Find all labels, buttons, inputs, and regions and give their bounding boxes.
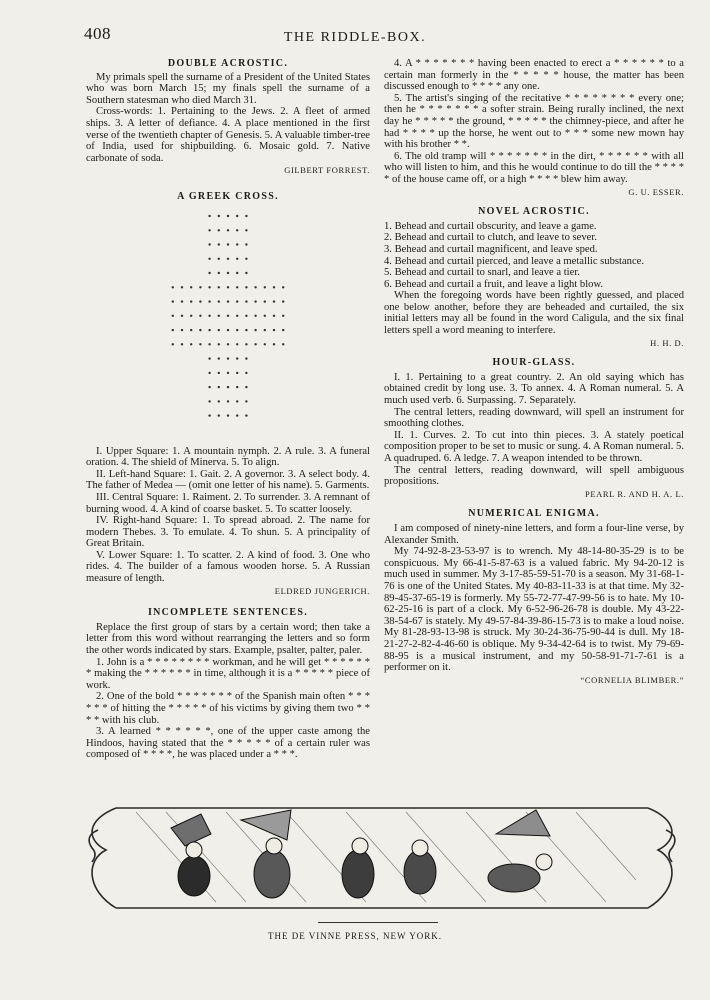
novel-acrostic-line: 2. Behead and curtail to clutch, and leave to sever. [384,232,597,244]
cross-star [208,229,210,231]
cross-star [245,286,247,288]
cross-star [218,271,220,273]
cross-star [208,243,210,245]
cross-star [254,314,256,316]
cross-star [245,229,247,231]
cross-star [181,314,183,316]
cross-star [172,300,174,302]
cross-star [245,314,247,316]
incomplete-sentences-signature: G. U. ESSER. [628,186,684,197]
printer-imprint: THE DE VINNE PRESS, NEW YORK. [267,931,443,941]
cross-star [199,343,201,345]
greek-cross-clue: III. Central Square: 1. Raiment. 2. To surrender. 3. A remnant of burning wood. 4. A kind of coarse basket. 5. To scatter loosely. [86,491,370,515]
cross-star [208,214,210,216]
right-column [384,58,684,686]
cross-star [208,357,210,359]
cross-star [218,243,220,245]
novel-acrostic-line: 3. Behead and curtail magnificent, and leave sped. [384,243,598,255]
cross-star [282,343,284,345]
cross-star [218,300,220,302]
cross-star [227,400,229,402]
greek-cross-clue: V. Lower Square: 1. To scatter. 2. A kind of food. 3. One who rides. 4. The builder of a famous wooden horse. 5. A Russian measure of length. [86,549,370,585]
greek-cross-clues [86,446,370,585]
cross-star [208,385,210,387]
cross-star [208,300,210,302]
cross-star [264,300,266,302]
cross-star [273,286,275,288]
incomplete-sentences-title: INCOMPLETE SENTENCES. [147,607,309,619]
cross-star [227,300,229,302]
greek-cross-clue: IV. Right-hand Square: 1. To spread abroad. 2. The name for modern Thebes. 3. To emulate. 4. To shun. 5. A principality of Great Britain. [86,515,370,550]
cross-star [236,328,238,330]
greek-cross-signature: ELDRED JUNGERICH. [274,585,370,596]
cross-star [236,357,238,359]
incomplete-sentence-item: 4. A * * * * * * * having been enacted to erect a * * * * * * to a certain man formerly in the * * * * * house, the matter has been discussed enough to * * * * any one. [384,58,684,93]
cross-star [190,300,192,302]
cross-star [208,257,210,259]
cross-star [227,257,229,259]
cross-star [172,286,174,288]
cross-star [218,385,220,387]
cross-star [172,343,174,345]
hour-glass-part-two-closing: The central letters, reading downward, will spell ambiguous propositions. [384,464,684,488]
cross-star [245,214,247,216]
cross-star [264,314,266,316]
numerical-enigma-body: My 74-92-8-23-53-97 is to wrench. My 48-14-80-35-29 is to be conspicuous. My 66-41-5-87-63 is a valued fabric. My 94-20-12 is much used in summer. My 3-17-85-59-51-70 is a season. My 31-68-1-76 is one of the United States. My 40-83-11-33 is at that time. My 32-89-45-37-65-19 is formerly. My 55-72-77-47-99-56 is to hate. My 10-62-25-16 is part of a clock. My 6-52-96-26-78 is double. My 43-22-38-54-67 is stately. My 49-57-84-39-86-15-73 is to make a loud noise. My 81-28-93-13-98 is struck. My 30-24-36-75-90-44 is dull. My 18-21-27-2-82-4-46-60 is oblique. My 9-34-42-64 is to twist. My 79-69-88-95 is a musical instrument, and my 50-58-91-71-7-61 is a performer on it. [384,546,684,674]
incomplete-sentence-item: 1. John is a * * * * * * * * workman, and he will get * * * * * * * making the * * * * * * in time, although it is a * * * * * piece of work. [86,656,370,691]
greek-cross-clue: II. Left-hand Square: 1. Gait. 2. A governor. 3. A select body. 4. The father of Medea — (omit one letter of his name). 5. Garments. [86,468,370,492]
cross-star [282,314,284,316]
cross-star [218,414,220,416]
cross-star [208,286,210,288]
cross-star [254,300,256,302]
cross-star [199,300,201,302]
numerical-enigma-signature: “CORNELIA BLIMBER.” [580,674,684,685]
cross-star [236,343,238,345]
cross-star [227,314,229,316]
cross-star [227,286,229,288]
cross-star [218,343,220,345]
cross-star [227,214,229,216]
incomplete-sentence-item: 5. The artist's singing of the recitative * * * * * * * * every one; then he * * * * * * * a softer strain. Being rurally inclined, the next day he * * * * * the ground, * * * * * the chimney-piece, and after he had * * * * up the horse, he went out to * * * some new mown hay with his brother * *. [384,92,684,151]
cross-star [245,357,247,359]
cross-star [236,214,238,216]
hour-glass-signature: PEARL R. AND H. A. L. [585,488,684,499]
cross-star [254,286,256,288]
novel-acrostic-line: 5. Behead and curtail to snarl, and leave a tier. [384,267,580,279]
cross-star [264,286,266,288]
cross-star [199,286,201,288]
cross-star [208,314,210,316]
hour-glass-title: HOUR-GLASS. [492,357,576,369]
cross-star [218,229,220,231]
double-acrostic-intro: My primals spell the surname of a President of the United States who was born March 15; my finals spell the surname of a Southern statesman who died March 31. [86,71,370,106]
novel-acrostic-title: NOVEL ACROSTIC. [478,206,590,218]
cross-star [218,371,220,373]
cross-star [227,357,229,359]
greek-cross-title: A GREEK CROSS. [177,190,279,202]
cross-star [208,371,210,373]
cross-star [227,229,229,231]
cross-star [172,328,174,330]
cross-star [199,314,201,316]
cross-star [208,343,210,345]
cross-star [218,286,220,288]
novel-acrostic-line: 1. Behead and curtail obscurity, and leave a game. [384,220,597,232]
cross-star [227,385,229,387]
cross-star [273,343,275,345]
cross-star [254,328,256,330]
cross-star [236,229,238,231]
running-title: THE RIDDLE-BOX. [283,30,427,45]
cross-star [227,371,229,373]
cross-star [245,328,247,330]
cross-star [254,343,256,345]
greek-cross-star-diagram [168,208,288,440]
cross-star [190,343,192,345]
cross-star [218,214,220,216]
cross-star [236,371,238,373]
cross-star [227,243,229,245]
hour-glass-part-two: II. 1. Curves. 2. To cut into thin pieces. 3. A stately poetical composition proper to be set to music or sung. 4. A Roman numeral. 5. A quadruped. 6. A ledge. 7. A weapon intended to be thrown. [384,429,684,464]
cross-star [236,385,238,387]
cross-star [208,328,210,330]
cross-star [282,300,284,302]
double-acrostic-crosswords: Cross-words: 1. Pertaining to the Jews. 2. A fleet of armed ships. 3. A letter of defiance. 4. A place mentioned in the first verse of the twentieth chapter of Genesis. 5. A valuable timber-tree of India, used for shipbuilding. 6. Mosaic gold. 7. Native carbonate of soda. [86,106,370,164]
imprint-rule [318,922,438,923]
cross-star [208,414,210,416]
cross-star [218,257,220,259]
cross-star [236,243,238,245]
cross-star [208,400,210,402]
hour-glass-part-one: I. 1. Pertaining to a great country. 2. An old saying which has obtained credit by long use. 3. To annex. 4. A Roman numeral. 5. A much used verb. 6. Surpassing. 7. Separately. [384,371,684,407]
cross-star [245,257,247,259]
cross-star [236,257,238,259]
incomplete-sentence-item: 2. One of the bold * * * * * * * of the Spanish main often * * * * * * of hitting the * * * * * of his victims by giving them two * * * * with his club. [86,691,370,726]
cross-star [227,343,229,345]
cross-star [245,300,247,302]
cross-star [245,371,247,373]
cross-star [245,400,247,402]
greek-cross-clue: I. Upper Square: 1. A mountain nymph. 2. A rule. 3. A funeral oration. 4. The shield of Minerva. 5. To align. [86,445,370,469]
cross-star [236,300,238,302]
incomplete-sentences-intro: Replace the first group of stars by a certain word; then take a letter from this word without rearranging the letters and so form the other words indicated by stars. Example, psalter, palter, paler. [86,621,370,657]
decorative-illustration [76,790,688,918]
cross-star [273,300,275,302]
cross-star [190,328,192,330]
cross-star [218,328,220,330]
novel-acrostic-line: 6. Behead and curtail a fruit, and leave a light blow. [384,278,604,290]
cross-star [199,328,201,330]
cross-star [282,328,284,330]
cross-star [236,314,238,316]
page-number: 408 [84,24,111,43]
numerical-enigma-intro: I am composed of ninety-nine letters, and form a four-line verse, by Alexander Smith. [384,522,684,546]
cross-star [181,300,183,302]
novel-acrostic-line: 4. Behead and curtail pierced, and leave a metallic substance. [384,255,645,267]
cross-star [273,314,275,316]
cross-star [282,286,284,288]
cross-star [273,328,275,330]
cross-star [227,271,229,273]
cross-star [236,271,238,273]
cross-star [236,400,238,402]
cross-star [181,286,183,288]
cross-star [190,314,192,316]
cross-star [245,343,247,345]
novel-acrostic-closing: When the foregoing words have been rightly guessed, and placed one below another, before they are beheaded and curtailed, the six initial letters may all be found in the word Caligula, and the six final letters spell a word meaning to interfere. [384,290,684,337]
novel-acrostic-signature: H. H. D. [650,337,684,348]
left-column [86,58,370,761]
cross-star [245,385,247,387]
cross-star [218,400,220,402]
cross-star [227,328,229,330]
numerical-enigma-title: NUMERICAL ENIGMA. [468,508,600,520]
hour-glass-part-one-closing: The central letters, reading downward, will spell an instrument for smoothing clothes. [384,406,684,430]
incomplete-sentence-item: 6. The old tramp will * * * * * * * in the dirt, * * * * * * with all who will listen to him, and this he would continue to do till the * * * * * of the house came off, or a high * * * * blew him away. [384,150,684,185]
cross-star [236,286,238,288]
cross-star [190,286,192,288]
cross-star [236,414,238,416]
cross-star [181,328,183,330]
cross-star [245,243,247,245]
double-acrostic-title: DOUBLE ACROSTIC. [167,58,289,69]
cross-star [264,328,266,330]
cross-star [245,271,247,273]
cross-star [218,357,220,359]
cross-star [218,314,220,316]
incomplete-sentence-item: 3. A learned * * * * * *, one of the upper caste among the Hindoos, having stated that the * * * * * of a certain ruler was composed of * * * *, he was placed under a * * *. [86,726,370,761]
cross-star [245,414,247,416]
cross-star [227,414,229,416]
cross-star [208,271,210,273]
cross-star [264,343,266,345]
cross-star [181,343,183,345]
cross-star [172,314,174,316]
double-acrostic-signature: GILBERT FORREST. [284,165,370,176]
